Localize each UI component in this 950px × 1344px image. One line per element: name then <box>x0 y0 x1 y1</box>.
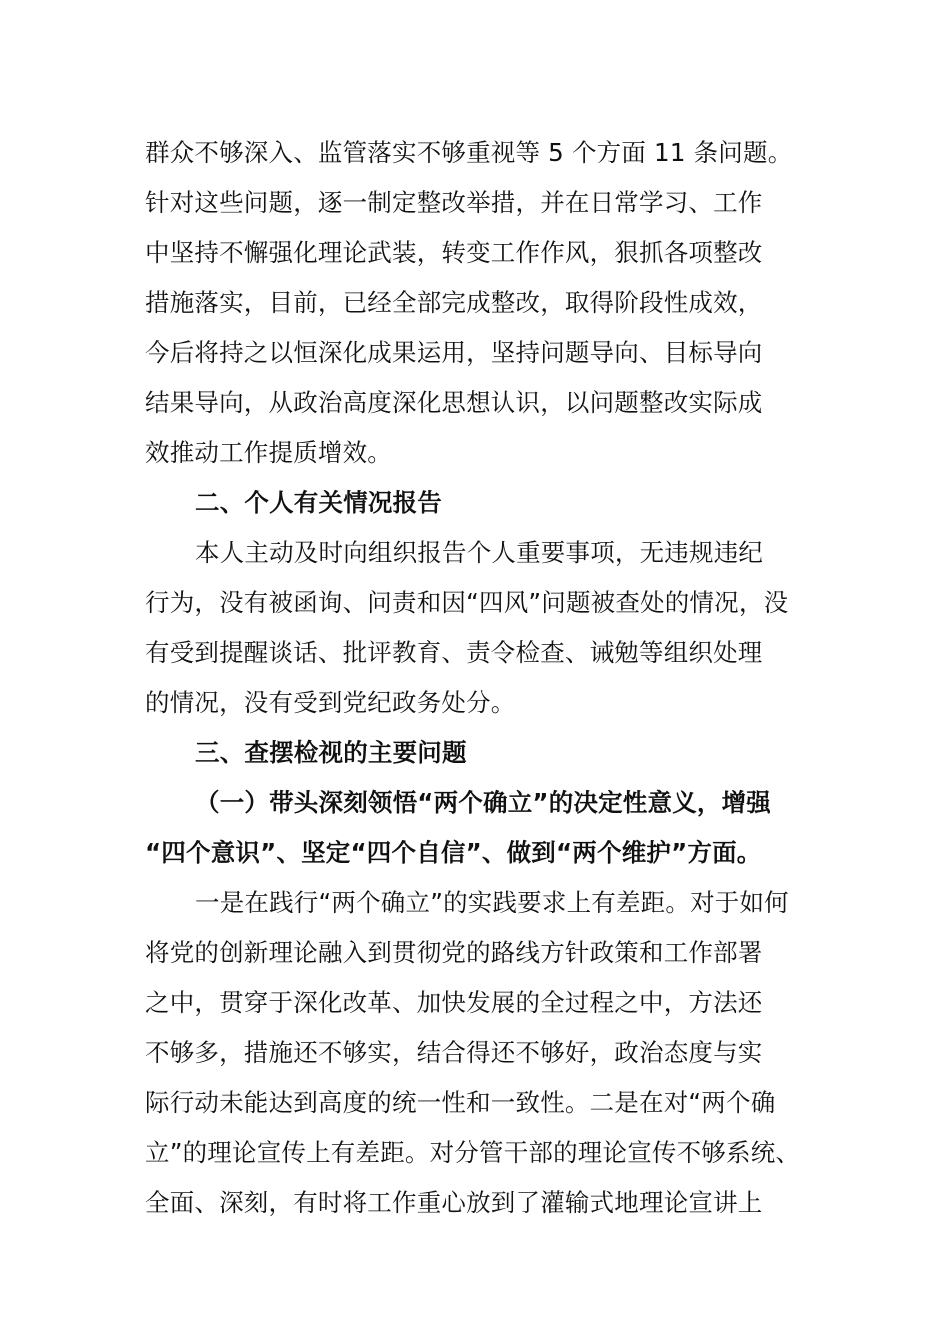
paragraph-line: 群众不够深入、监管落实不够重视等 5 个方面 11 条问题。 <box>145 138 793 167</box>
paragraph-line: 有受到提醒谈话、批评教育、责令检查、诫勉等组织处理 <box>145 638 763 667</box>
heading-line: 二、个人有关情况报告 <box>195 488 442 517</box>
paragraph-line: 措施落实，目前，已经全部完成整改，取得阶段性成效， <box>145 288 763 317</box>
paragraph-line: 不够多，措施还不够实，结合得还不够好，政治态度与实 <box>145 1038 763 1067</box>
paragraph-line: 将党的创新理论融入到贯彻党的路线方针政策和工作部署 <box>145 938 763 967</box>
paragraph-line: 中坚持不懈强化理论武装，转变工作作风，狠抓各项整改 <box>145 238 763 267</box>
heading-line: “四个意识”、坚定“四个自信”、做到“两个维护”方面。 <box>145 838 762 867</box>
paragraph-line: 行为，没有被函询、问责和因“四风”问题被查处的情况，没 <box>145 588 789 617</box>
paragraph-line: 今后将持之以恒深化成果运用，坚持问题导向、目标导向 <box>145 338 763 367</box>
paragraph-line: 效推动工作提质增效。 <box>145 438 392 467</box>
paragraph-line: 本人主动及时向组织报告个人重要事项，无违规违纪 <box>195 538 764 567</box>
paragraph-line: 结果导向，从政治高度深化思想认识，以问题整改实际成 <box>145 388 763 417</box>
heading-line: 三、查摆检视的主要问题 <box>195 738 467 767</box>
heading-line: （一）带头深刻领悟“两个确立”的决定性意义，增强 <box>195 788 772 817</box>
paragraph-line: 之中，贯穿于深化改革、加快发展的全过程之中，方法还 <box>145 988 763 1017</box>
document-body <box>145 128 845 1228</box>
paragraph-line: 立”的理论宣传上有差距。对分管干部的理论宣传不够系统、 <box>145 1138 801 1167</box>
paragraph-line: 一是在践行“两个确立”的实践要求上有差距。对于如何 <box>195 888 789 917</box>
paragraph-line: 针对这些问题，逐一制定整改举措，并在日常学习、工作 <box>145 188 763 217</box>
paragraph-line: 际行动未能达到高度的统一性和一致性。二是在对“两个确 <box>145 1088 776 1117</box>
paragraph-line: 的情况，没有受到党纪政务处分。 <box>145 688 516 717</box>
paragraph-line: 全面、深刻，有时将工作重心放到了灌输式地理论宣讲上 <box>145 1188 763 1217</box>
